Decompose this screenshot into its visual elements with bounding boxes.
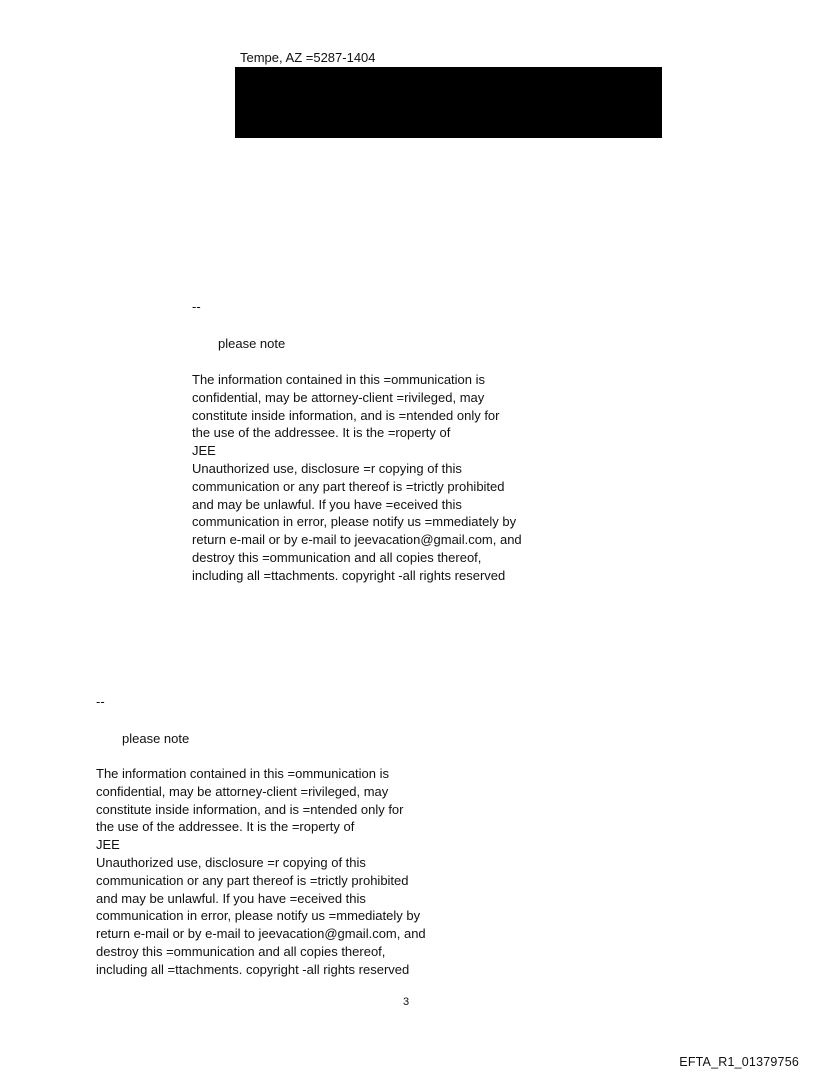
notice-2-line: Unauthorized use, disclosure =r copying of this	[96, 854, 366, 870]
notice-2-line: the use of the addressee. It is the =roperty of	[96, 819, 355, 835]
notice-1-line: confidential, may be attorney-client =rivileged, may	[192, 389, 485, 405]
notice-1-line: constitute inside information, and is =ntended only for	[192, 407, 500, 423]
notice-heading-1: please note	[218, 336, 286, 351]
notice-1-line: Unauthorized use, disclosure =r copying of this	[192, 460, 462, 476]
notice-1-line: The information contained in this =ommunication is	[192, 372, 486, 387]
notice-1-line: return e-mail or by e-mail to jeevacation@gmail.com, and	[192, 532, 522, 548]
separator-1: --	[192, 299, 201, 314]
notice-2-line: confidential, may be attorney-client =rivileged, may	[96, 783, 389, 799]
confidentiality-notice-1	[192, 371, 522, 585]
notice-2-line: return e-mail or by e-mail to jeevacation@gmail.com, and	[96, 926, 426, 942]
notice-1-line: the use of the addressee. It is the =roperty of	[192, 425, 451, 441]
notice-heading-2: please note	[122, 731, 190, 746]
notice-2-line: communication in error, please notify us =mmediately by	[96, 908, 421, 924]
notice-2-line: JEE	[96, 837, 120, 853]
notice-1-line: JEE	[192, 443, 216, 459]
confidentiality-notice-2	[96, 765, 426, 979]
notice-2-line: and may be unlawful. If you have =eceived this	[96, 890, 366, 906]
notice-1-line: communication or any part thereof is =trictly prohibited	[192, 478, 505, 494]
address-line: Tempe, AZ =5287-1404	[240, 50, 376, 65]
notice-2-line: communication or any part thereof is =trictly prohibited	[96, 872, 409, 888]
notice-2-line: constitute inside information, and is =ntended only for	[96, 801, 404, 817]
redaction-block	[235, 67, 662, 138]
notice-2-line: including all =ttachments. copyright -all rights reserved	[96, 961, 410, 977]
page-number: 3	[403, 996, 410, 1008]
notice-1-line: communication in error, please notify us =mmediately by	[192, 514, 517, 530]
separator-2: --	[96, 694, 105, 709]
document-id: EFTA_R1_01379756	[679, 1055, 799, 1069]
notice-1-line: including all =ttachments. copyright -all rights reserved	[192, 567, 506, 583]
notice-1-line: destroy this =ommunication and all copies thereof,	[192, 549, 482, 565]
notice-2-line: The information contained in this =ommunication is	[96, 766, 390, 781]
notice-1-line: and may be unlawful. If you have =eceived this	[192, 496, 462, 512]
notice-2-line: destroy this =ommunication and all copies thereof,	[96, 943, 386, 959]
